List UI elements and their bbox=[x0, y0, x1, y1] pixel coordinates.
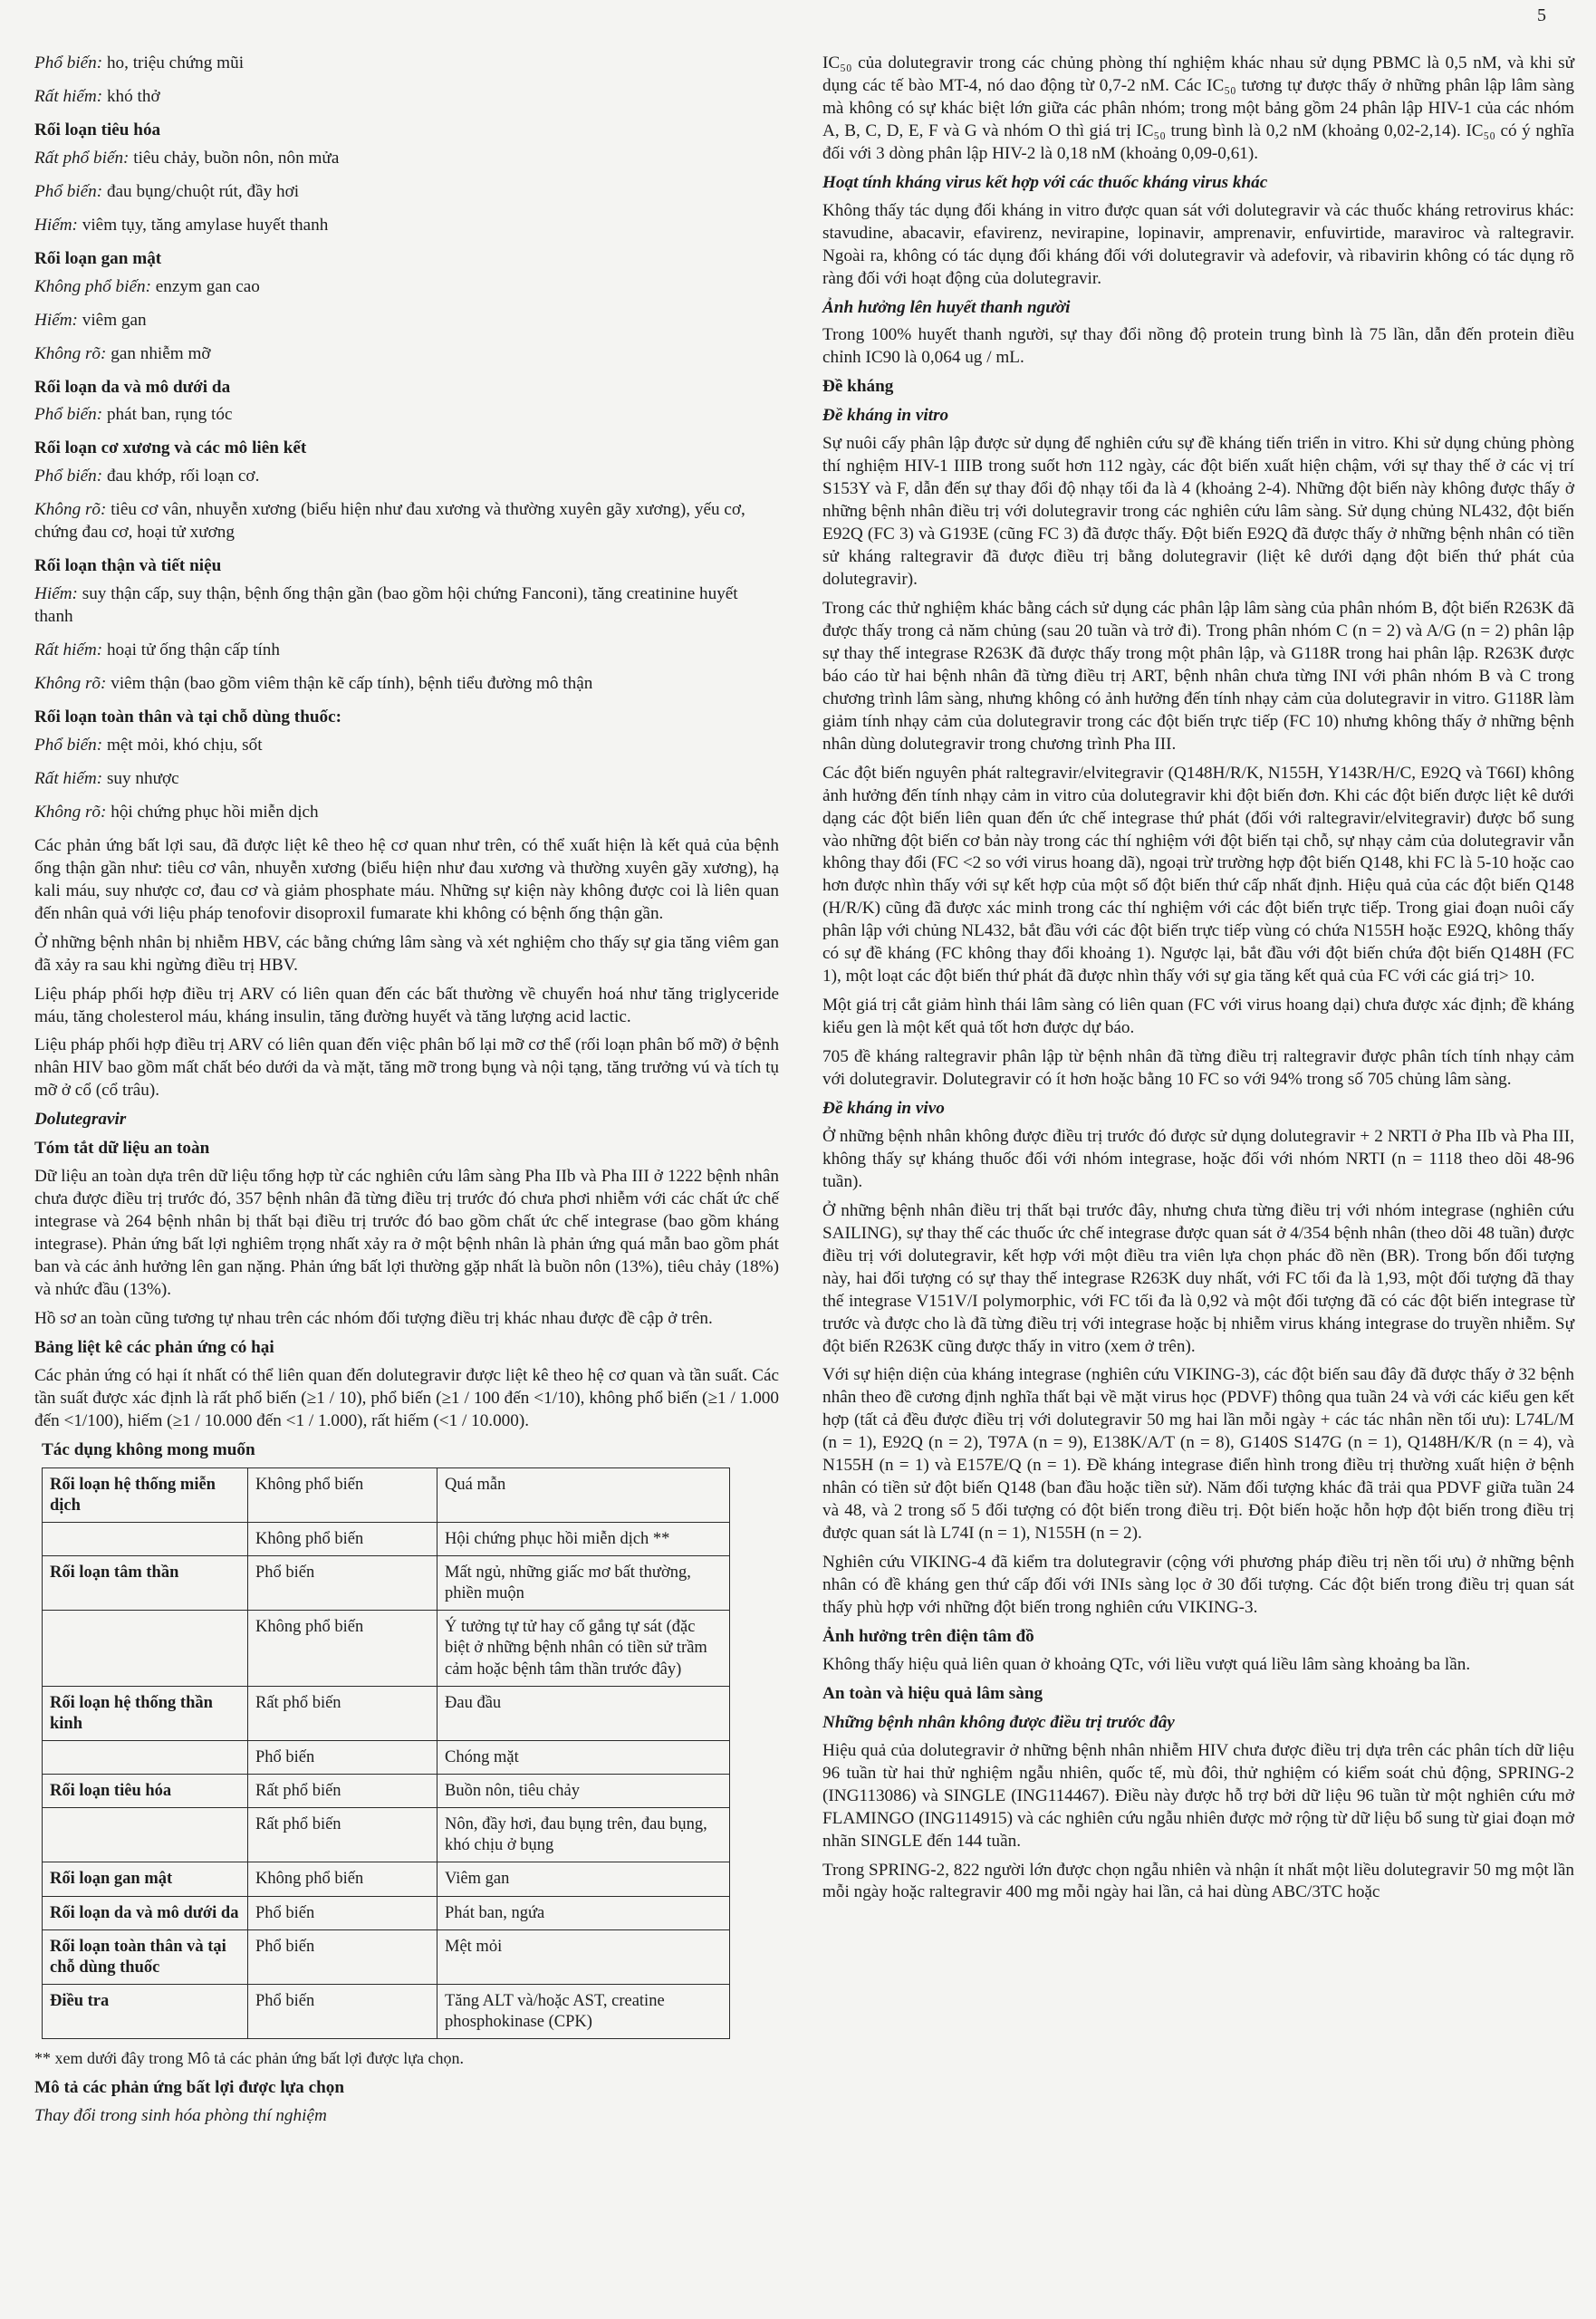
organ-class-cell: Rối loạn tiêu hóa bbox=[43, 1775, 248, 1808]
frequency-label: Phổ biến: bbox=[34, 735, 103, 755]
organ-class-heading: Rối loạn tiêu hóa bbox=[34, 120, 161, 140]
para-in-vivo-2: Ở những bệnh nhân điều trị thất bại trước đây, nhưng chưa từng điều trị với nhóm integrase (nghiên cứu SAILING), sự thay thế các thuốc ức chế integrase được quan sát ở 4/354 bệnh nhân (theo dõi 48 tuần) được điều trị với dolutegravir, kết hợp với một điều tra viên lựa chọn phác đồ nền (BR). Trong bốn đối tượng này, hai đối tượng có sự thay thế integrase R263K duy nhất, với FC tối đa là 1,93, một đối tượng đã thay thế integrase V151V/I polymorphic, với FC tối đa là 0,92 và một đối tượng đã có các đột biến integrase từ trước và được cho là đã từng điều trị với integrase hoặc bị nhiễm virus kháng integrase do truyền nhiễm. Sự đột biến R263K cũng được thấy in vitro (xem ở trên). bbox=[822, 1200, 1574, 1356]
para-in-vitro-2: Trong các thử nghiệm khác bằng cách sử dụng các phân lập lâm sàng của phân nhóm B, đột biến R263K đã được thấy trong cả năm chủng (sau 20 tuần và trở đi). Trong phân nhóm C (n = 2) và A/G (n = 2) phân lập sự thay thế integrase R263K đã được thấy trong một phân lập, và G118R trong hai phân lập. R263K được báo cáo từ hai bệnh nhân đã từng điều trị ART, bệnh nhân chưa từng INI với phân nhóm B và C trong chương trình lâm sàng, nhưng không có ảnh hưởng đến tính nhạy cảm của dolutegravir in vitro. G118R làm giảm tính nhạy cảm của dolutegravir trong các đột biến trực tiếp (FC 10) nhưng không thấy ở những bệnh nhân dùng dolutegravir trong chương trình Pha III. bbox=[822, 598, 1574, 754]
organ-class-heading: Rối loạn thận và tiết niệu bbox=[34, 556, 222, 576]
table-row bbox=[43, 1740, 730, 1774]
organ-class-cell: Rối loạn gan mật bbox=[43, 1862, 248, 1896]
frequency-cell: Phổ biến bbox=[248, 1740, 437, 1774]
table-row bbox=[43, 1808, 730, 1862]
frequency-label: Không rõ: bbox=[34, 343, 107, 363]
ae-list-heading: Bảng liệt kê các phản ứng có hại bbox=[34, 1337, 274, 1357]
organ-class-heading: Rối loạn da và mô dưới da bbox=[34, 377, 231, 397]
effect-line bbox=[34, 466, 779, 488]
frequency-cell: Không phổ biến bbox=[248, 1611, 437, 1686]
frequency-label: Không rõ: bbox=[34, 500, 107, 520]
effect-line bbox=[34, 148, 779, 170]
effect-text: gan nhiễm mỡ bbox=[106, 343, 211, 363]
table-row bbox=[43, 1862, 730, 1896]
para-safety-profile: Hồ sơ an toàn cũng tương tự nhau trên các nhóm đối tượng điều trị khác nhau được đề cập ở trên. bbox=[34, 1308, 713, 1328]
para-safety-data: Dữ liệu an toàn dựa trên dữ liệu tổng hợp từ các nghiên cứu lâm sàng Pha IIb và Pha III ở 1222 bệnh nhân chưa được điều trị trước đó, 357 bệnh nhân đã từng điều trị trước đó chưa phơi nhiễm với các chất ức chế integrase và 264 bệnh nhân bị thất bại điều trị trước đó bao gồm chất ức chế integrase (bao gồm kháng integrase). Phản ứng bất lợi nghiêm trọng nhất xảy ra ở một bệnh nhân là phản ứng quá mẫn bao gồm phát ban và các ảnh hưởng lên gan nặng. Phản ứng bất lợi thường gặp nhất là buồn nôn (13%), tiêu chảy (18%) và nhức đầu (13%). bbox=[34, 1167, 779, 1299]
organ-class-cell bbox=[43, 1611, 248, 1686]
page-number: 5 bbox=[1537, 5, 1546, 25]
table-footnote: ** xem dưới đây trong Mô tả các phản ứng bất lợi được lựa chọn. bbox=[34, 2049, 464, 2068]
effect-line bbox=[34, 404, 779, 427]
dolutegravir-heading: Dolutegravir bbox=[34, 1110, 127, 1130]
effect-cell: Mệt mỏi bbox=[437, 1929, 730, 1984]
effect-cell: Tăng ALT và/hoặc AST, creatine phosphokinase (CPK) bbox=[437, 1984, 730, 2038]
effect-cell: Viêm gan bbox=[437, 1862, 730, 1896]
frequency-label: Phổ biến: bbox=[34, 405, 103, 425]
effect-cell: Buồn nôn, tiêu chảy bbox=[437, 1775, 730, 1808]
effect-text: enzym gan cao bbox=[150, 276, 260, 296]
table-row bbox=[43, 1929, 730, 1984]
organ-class-heading: Rối loạn gan mật bbox=[34, 248, 162, 268]
frequency-cell: Rất phổ biến bbox=[248, 1808, 437, 1862]
effect-text: khó thở bbox=[102, 86, 160, 106]
effect-text: phát ban, rụng tóc bbox=[102, 405, 233, 425]
organ-class-cell bbox=[43, 1740, 248, 1774]
organ-class-heading: Rối loạn cơ xương và các mô liên kết bbox=[34, 438, 307, 458]
organ-class-cell: Rối loạn da và mô dưới da bbox=[43, 1896, 248, 1929]
table-row bbox=[43, 1686, 730, 1740]
frequency-label: Rất phổ biến: bbox=[34, 148, 130, 168]
effect-text: tiêu cơ vân, nhuyễn xương (biểu hiện như đau xương và thường xuyên gãy xương), yếu cơ, chứng đau cơ, hoại tử xương bbox=[34, 500, 745, 543]
frequency-cell: Rất phổ biến bbox=[248, 1775, 437, 1808]
frequency-cell: Phổ biến bbox=[248, 1929, 437, 1984]
left-column bbox=[34, 53, 779, 2127]
frequency-cell: Phổ biến bbox=[248, 1984, 437, 2038]
organ-class-cell: Rối loạn tâm thần bbox=[43, 1556, 248, 1611]
effect-line bbox=[34, 53, 779, 75]
effect-line bbox=[34, 735, 779, 757]
effect-line bbox=[34, 276, 779, 299]
serum-heading: Ảnh hưởng lên huyết thanh người bbox=[822, 297, 1071, 317]
para-naive-2: Trong SPRING-2, 822 người lớn được chọn ngẫu nhiên và nhận ít nhất một liều dolutegravir 50 mg một lần mỗi ngày hoặc raltegravir 400 mg mỗi ngày hai lần, cả hai dùng ABC/3TC hoặc bbox=[822, 1860, 1574, 1902]
para-in-vivo-3: Với sự hiện diện của kháng integrase (nghiên cứu VIKING-3), các đột biến sau đây đã được thấy ở 32 bệnh nhân theo đề cương định nghĩa thất bại về mặt virus học (PDVF) thông qua tuần 24 và với các kiểu gen kết hợp (tất cả đều được điều trị với dolutegravir 50 mg hai lần mỗi ngày + các tác nhân nền tối ưu): L74L/M (n = 1), E92Q (n = 2), T97A (n = 9), E138K/A/T (n = 8), G140S S147G (n = 1), Q148H/K/R (n = 4), và N155H (n = 1) và E157E/Q (n = 1). Đề kháng integrase điển hình trong điều trị thường xuất hiện ở bệnh nhân có tiền sử đột biến Q148 (ban đầu hoặc tiền sử). Năm đối tượng khác đã trải qua PDVF giữa tuần 24 và 48, và 2 trong số 5 đối tượng có đột biến trong điều trị. Đột biến hoặc hỗn hợp đột biến trong điều trị được quan sát là L74I (n = 1), N155H (n = 2). bbox=[822, 1365, 1574, 1544]
frequency-label: Phổ biến: bbox=[34, 181, 103, 201]
resistance-heading: Đề kháng bbox=[822, 377, 894, 397]
frequency-cell: Không phổ biến bbox=[248, 1522, 437, 1555]
table-row bbox=[43, 1611, 730, 1686]
effect-line bbox=[34, 640, 779, 662]
effect-text: đau khớp, rối loạn cơ. bbox=[102, 467, 260, 486]
effect-line bbox=[34, 768, 779, 791]
effect-text: tiêu chảy, buồn nôn, nôn mửa bbox=[129, 148, 340, 168]
effect-cell: Nôn, đầy hơi, đau bụng trên, đau bụng, khó chịu ở bụng bbox=[437, 1808, 730, 1862]
para-listed-reactions: Các phản ứng bất lợi sau, đã được liệt kê theo hệ cơ quan như trên, có thể xuất hiện là kết quả của bệnh ống thận gần như: tiêu cơ vân, nhuyễn xương (biểu hiện như đau xương và thường xuyên gãy xương), hạ kali máu, suy nhược cơ, đau cơ và giảm phosphate máu. Những sự kiện này không được coi là liên quan đến nhân quả với liệu pháp tenofovir disoproxil fumarate khi không có bệnh ống thận gần. bbox=[34, 835, 779, 923]
adverse-effects-by-organ bbox=[34, 53, 779, 824]
frequency-label: Hiếm: bbox=[34, 584, 78, 604]
frequency-cell: Không phổ biến bbox=[248, 1862, 437, 1896]
table-row bbox=[43, 1896, 730, 1929]
frequency-label: Phổ biến: bbox=[34, 467, 103, 486]
effect-cell: Ý tưởng tự tử hay cố gắng tự sát (đặc biệt ở những bệnh nhân có tiền sử trầm cảm hoặc bệnh tâm thần trước đây) bbox=[437, 1611, 730, 1686]
para-ecg: Không thấy hiệu quả liên quan ở khoảng QTc, với liều vượt quá liều lâm sàng khoảng ba lần. bbox=[822, 1654, 1471, 1674]
table-row bbox=[43, 1775, 730, 1808]
frequency-cell: Phổ biến bbox=[248, 1896, 437, 1929]
frequency-cell: Không phổ biến bbox=[248, 1467, 437, 1522]
naive-heading: Những bệnh nhân không được điều trị trước đây bbox=[822, 1712, 1175, 1732]
para-combo: Không thấy tác dụng đối kháng in vitro được quan sát với dolutegravir và các thuốc kháng retrovirus khác: stavudine, abacavir, efavirenz, nevirapine, lopinavir, amprenavir, enfuvirtide, maraviroc và raltegravir. Ngoài ra, không có tác dụng đối kháng đối với dolutegravir và adefovir, và ribavirin không có tác dụng rõ ràng đối với hoạt động của dolutegravir. bbox=[822, 200, 1574, 288]
table-row bbox=[43, 1984, 730, 2038]
effect-line bbox=[34, 583, 779, 629]
effect-line bbox=[34, 673, 779, 696]
efficacy-heading: An toàn và hiệu quả lâm sàng bbox=[822, 1683, 1043, 1703]
effect-cell: Quá mẫn bbox=[437, 1467, 730, 1522]
effect-text: hoại tử ống thận cấp tính bbox=[102, 640, 280, 660]
effect-text: suy nhược bbox=[102, 768, 179, 788]
table-caption: Tác dụng không mong muốn bbox=[42, 1439, 255, 1459]
frequency-label: Không rõ: bbox=[34, 802, 107, 822]
in-vivo-heading: Đề kháng in vivo bbox=[822, 1098, 945, 1118]
para-arv-fat: Liệu pháp phối hợp điều trị ARV có liên quan đến việc phân bố lại mỡ cơ thể (rối loạn phân bố mỡ) ở bệnh nhân HIV bao gồm mất chất béo dưới da và mặt, tăng mỡ trong bụng và nội tạng, tăng trưởng vú và tích tụ mỡ ở cổ (cổ trâu). bbox=[34, 1035, 779, 1101]
organ-class-cell: Điều tra bbox=[43, 1984, 248, 2038]
table-row bbox=[43, 1522, 730, 1555]
effect-text: hội chứng phục hồi miễn dịch bbox=[106, 802, 319, 822]
frequency-label: Hiếm: bbox=[34, 215, 78, 235]
effect-line bbox=[34, 86, 779, 109]
safety-summary-heading: Tóm tắt dữ liệu an toàn bbox=[34, 1139, 210, 1159]
effect-text: viêm tụy, tăng amylase huyết thanh bbox=[77, 215, 329, 235]
effect-line bbox=[34, 802, 779, 824]
effect-line bbox=[34, 343, 779, 366]
in-vitro-heading: Đề kháng in vitro bbox=[822, 406, 949, 426]
selected-ae-heading: Mô tả các phản ứng bất lợi được lựa chọn bbox=[34, 2077, 345, 2097]
frequency-label: Không rõ: bbox=[34, 674, 107, 694]
effect-text: ho, triệu chứng mũi bbox=[102, 53, 245, 72]
para-arv-metabolic: Liệu pháp phối hợp điều trị ARV có liên quan đến các bất thường về chuyển hoá như tăng triglyceride máu, tăng cholesterol máu, kháng insulin, tăng đường huyết và tăng lượng acid lactic. bbox=[34, 984, 779, 1026]
para-ae-list: Các phản ứng có hại ít nhất có thể liên quan đến dolutegravir được liệt kê theo hệ cơ quan và tần suất. Các tần suất được xác định là rất phổ biến (≥1 / 10), phổ biến (≥1 / 100 đến <1/10), không phổ biến (≥1 / 1.000 đến <1/100), hiếm (≥1 / 10.000 đến <1 / 1.000), rất hiếm (<1 / 10.000). bbox=[34, 1365, 779, 1430]
ecg-heading: Ảnh hưởng trên điện tâm đồ bbox=[822, 1626, 1034, 1646]
organ-class-cell: Rối loạn hệ thống thần kinh bbox=[43, 1686, 248, 1740]
organ-class-heading: Rối loạn toàn thân và tại chỗ dùng thuốc: bbox=[34, 707, 342, 727]
right-column bbox=[822, 53, 1574, 1910]
combo-heading: Hoạt tính kháng virus kết hợp với các thuốc kháng virus khác bbox=[822, 172, 1268, 192]
effect-cell: Chóng mặt bbox=[437, 1740, 730, 1774]
frequency-label: Rất hiếm: bbox=[34, 640, 103, 660]
frequency-cell: Rất phổ biến bbox=[248, 1686, 437, 1740]
para-ic50: IC₅₀ của dolutegravir trong các chủng phòng thí nghiệm khác nhau sử dụng PBMC là 0,5 nM, và khi sử dụng các tế bào MT-4, nó dao động từ 0,7-2 nM. Các IC₅₀ tương tự được thấy ở những phân lập lâm sàng mà không có sự khác biệt lớn giữa các phân nhóm; trong một bảng gồm 24 phân lập HIV-1 của các nhóm A, B, C, D, E, F và G và nhóm O thì giá trị IC₅₀ trung bình là 0,2 nM (khoảng 0,02-2,14). IC₅₀ có ý nghĩa đối với 3 dòng phân lập HIV-2 là 0,18 nM (khoảng 0,09-0,61). bbox=[822, 53, 1574, 163]
effect-text: suy thận cấp, suy thận, bệnh ống thận gần (bao gồm hội chứng Fanconi), tăng creatinine huyết thanh bbox=[34, 584, 738, 627]
effect-cell: Đau đầu bbox=[437, 1686, 730, 1740]
para-in-vitro-5: 705 đề kháng raltegravir phân lập từ bệnh nhân đã từng điều trị raltegravir được phân tích tính nhạy cảm với dolutegravir. Dolutegravir có ít hơn hoặc bằng 10 FC so với 94% trong số 705 chủng lâm sàng. bbox=[822, 1047, 1574, 1090]
effect-line bbox=[34, 310, 779, 332]
effect-text: viêm thận (bao gồm viêm thận kẽ cấp tính), bệnh tiểu đường mô thận bbox=[106, 674, 593, 694]
effect-line bbox=[34, 499, 779, 544]
frequency-label: Không phổ biến: bbox=[34, 276, 151, 296]
effect-line bbox=[34, 181, 779, 204]
para-in-vivo-4: Nghiên cứu VIKING-4 đã kiểm tra dolutegravir (cộng với phương pháp điều trị nền tối ưu) ở những bệnh nhân có đề kháng gen thứ cấp đối với INIs sàng lọc ở 30 đối tượng. Các đột biến trong điều trị quan sát thấy phù hợp với những đột biến trong nghiên cứu VIKING-3. bbox=[822, 1553, 1574, 1617]
effect-cell: Hội chứng phục hồi miễn dịch ** bbox=[437, 1522, 730, 1555]
table-row bbox=[43, 1556, 730, 1611]
para-in-vitro-3: Các đột biến nguyên phát raltegravir/elvitegravir (Q148H/R/K, N155H, Y143R/H/C, E92Q và T66I) không ảnh hưởng đến tính nhạy cảm in vitro của dolutegravir khi đột biến đơn. Khi các đột biến được liệt kê dưới dạng các đột biến liên quan đến ức chế integrase thứ phát (đối với raltegravir/elvitegravir) được bổ sung vào những đột biến cơ bản này trong các thí nghiệm với đột biến tại chỗ, sự nhạy cảm của dolutegravir vẫn không thay đổi (FC <2 so với virus hoang dã), ngoại trừ trường hợp đột biến Q148, khi FC là 5-10 hoặc cao hơn được nhìn thấy với sự kết hợp của một số đột biến thứ cấp nhất định. Hiệu quả của các đột biến Q148 (H/R/K) cũng đã được xác minh trong các thí nghiệm với các đột biến trực tiếp. Trong giai đoạn nuôi cấy phân lập với chủng NL432, bắt đầu với các đột biến trực tiếp vùng có chứa N155H hoặc E92Q, không thấy có sự đề kháng (FC không thay đổi khoảng 1). Ngược lại, bắt đầu với đột biến chứa đột biến Q148H (FC 1), một loạt các đột biến thứ phát đã được nhìn thấy với sự gia tăng kết quả của FC với các giá trị> 10. bbox=[822, 763, 1574, 986]
para-naive-1: Hiệu quả của dolutegravir ở những bệnh nhân nhiễm HIV chưa được điều trị dựa trên các phân tích dữ liệu 96 tuần từ hai thử nghiệm ngẫu nhiên, quốc tế, mù đôi, thử nghiệm có kiểm soát chủ động, SPRING-2 (ING113086) và SINGLE (ING114467). Điều này được hỗ trợ bởi dữ liệu 96 tuần từ một nghiên cứu mở FLAMINGO (ING114915) và các nghiên cứu ngẫu nhiên được mở rộng từ dữ liệu bổ sung từ giai đoạn mở nhãn SINGLE đến 144 tuần. bbox=[822, 1740, 1574, 1851]
effect-line bbox=[34, 215, 779, 237]
effect-cell: Phát ban, ngứa bbox=[437, 1896, 730, 1929]
frequency-cell: Phổ biến bbox=[248, 1556, 437, 1611]
para-in-vitro-1: Sự nuôi cấy phân lập được sử dụng để nghiên cứu sự đề kháng tiến triển in vitro. Khi sử dụng chủng phòng thí nghiệm HIV-1 IIIB trong suốt hơn 112 ngày, các đột biến xuất hiện chậm, với sự thay thế ở các vị trí S153Y và F, dẫn đến sự thay đổi độ nhạy tối đa là 4 (khoảng 2-4). Những đột biến này không được thấy ở những bệnh nhân điều trị với dolutegravir trong các nghiên cứu lâm sàng. Sử dụng chủng NL432, đột biến E92Q (FC 3) và G193E (cũng FC 3) đã được thấy. Đột biến E92Q đã được thấy ở những bệnh nhân có tiền sử kháng raltegravir đã được điều trị bằng dolutegravir (liệt kê dưới dạng đột biến thứ phát của dolutegravir). bbox=[822, 434, 1574, 590]
para-hbv: Ở những bệnh nhân bị nhiễm HBV, các bằng chứng lâm sàng và xét nghiệm cho thấy sự gia tăng viêm gan đã xảy ra sau khi ngừng điều trị HBV. bbox=[34, 932, 779, 975]
frequency-label: Rất hiếm: bbox=[34, 86, 103, 106]
para-in-vitro-4: Một giá trị cắt giảm hình thái lâm sàng có liên quan (FC với virus hoang dại) chưa được xác định; đề kháng kiểu gen là một kết quả tốt hơn được dự báo. bbox=[822, 996, 1574, 1038]
organ-class-cell: Rối loạn toàn thân và tại chỗ dùng thuốc bbox=[43, 1929, 248, 1984]
effect-text: mệt mỏi, khó chịu, sốt bbox=[102, 735, 263, 755]
table-row bbox=[43, 1467, 730, 1522]
effect-cell: Mất ngủ, những giấc mơ bất thường, phiền muộn bbox=[437, 1556, 730, 1611]
adverse-effects-table bbox=[42, 1467, 730, 2040]
frequency-label: Phổ biến: bbox=[34, 53, 103, 72]
organ-class-cell bbox=[43, 1808, 248, 1862]
para-serum: Trong 100% huyết thanh người, sự thay đổi nồng độ protein trung bình là 75 lần, dẫn đến protein điều chỉnh IC90 là 0,064 ug / mL. bbox=[822, 325, 1574, 368]
effect-text: viêm gan bbox=[77, 310, 147, 330]
para-in-vivo-1: Ở những bệnh nhân không được điều trị trước đó được sử dụng dolutegravir + 2 NRTI ở Pha IIb và Pha III, không thấy sự kháng thuốc đối với nhóm integrase, hoặc đối với nhóm NRTI (n = 1118 theo dõi 48-96 tuần). bbox=[822, 1126, 1574, 1191]
organ-class-cell bbox=[43, 1522, 248, 1555]
frequency-label: Hiếm: bbox=[34, 310, 78, 330]
organ-class-cell: Rối loạn hệ thống miễn dịch bbox=[43, 1467, 248, 1522]
effect-text: đau bụng/chuột rút, đầy hơi bbox=[102, 181, 300, 201]
frequency-label: Rất hiếm: bbox=[34, 768, 103, 788]
lab-changes-subheading: Thay đổi trong sinh hóa phòng thí nghiệm bbox=[34, 2105, 327, 2125]
